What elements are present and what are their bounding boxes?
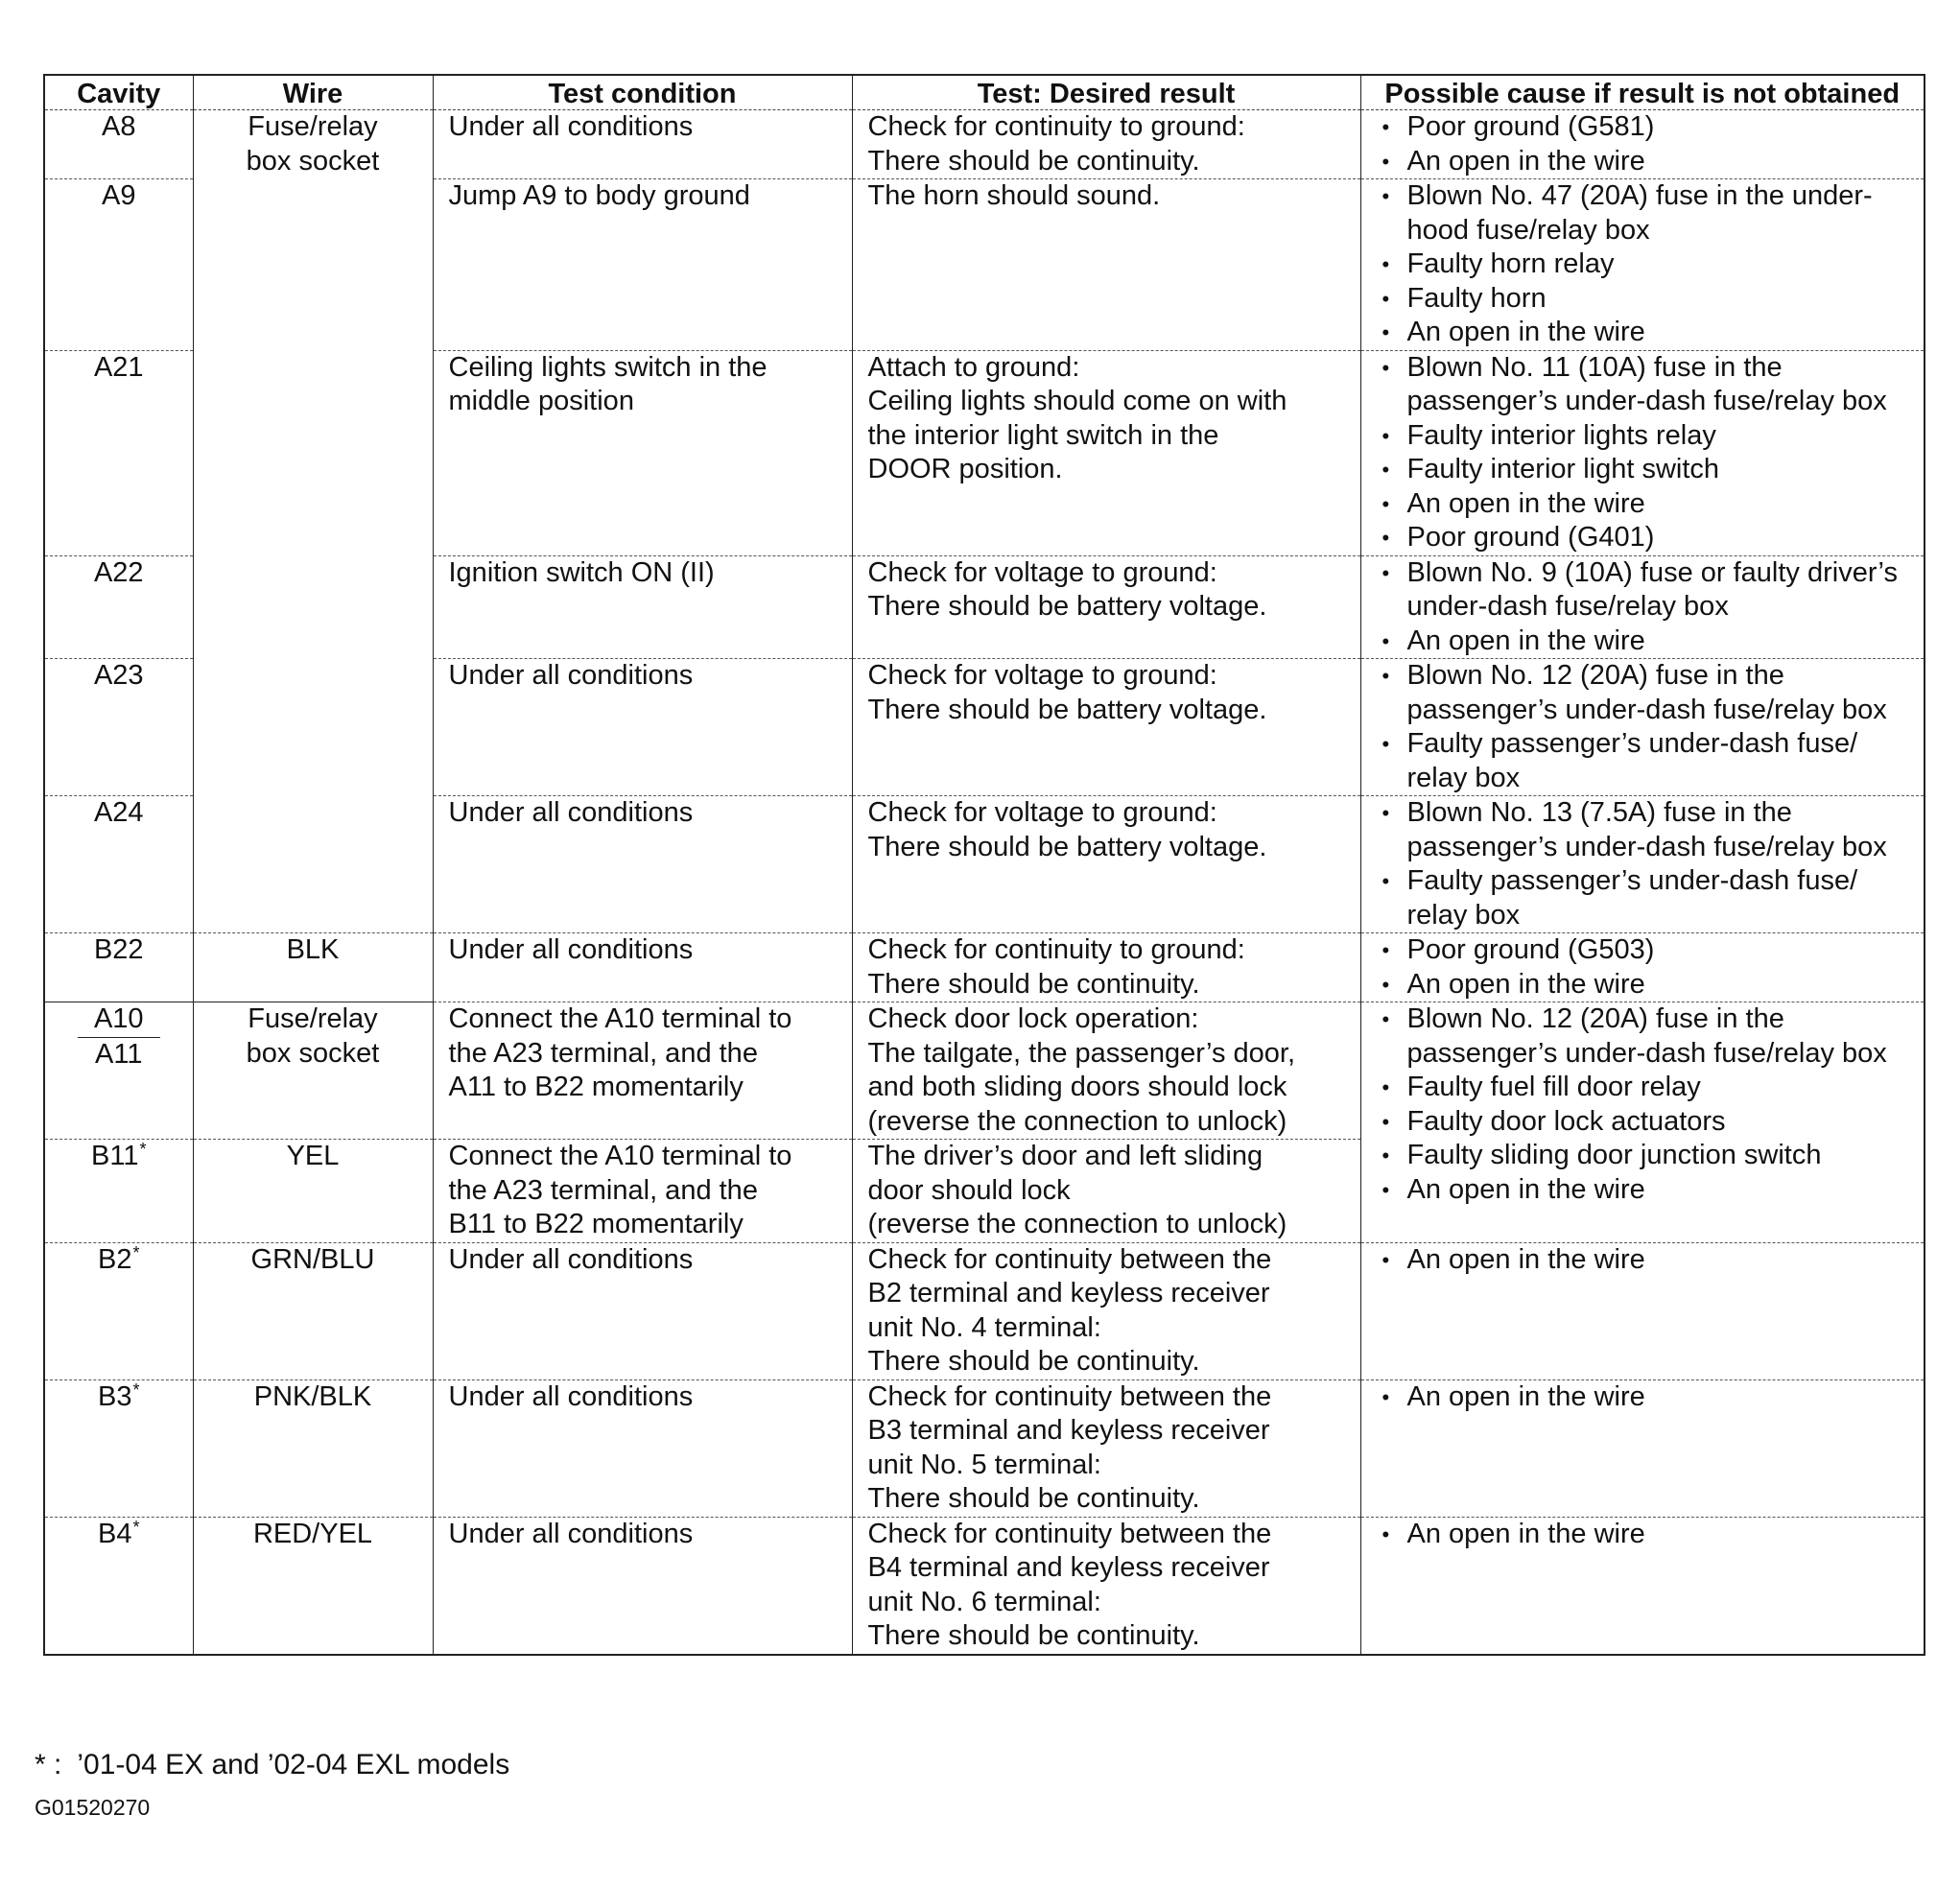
condition-cell: Under all conditions	[433, 110, 852, 179]
condition-cell: Under all conditions	[433, 1517, 852, 1655]
cavity-label: A9	[102, 180, 136, 211]
wire-cell	[193, 1002, 433, 1140]
cause-cell	[1360, 1517, 1925, 1655]
cavity-label: A11	[95, 1038, 143, 1070]
header-row	[44, 75, 1925, 110]
cause-list	[1377, 556, 1917, 659]
asterisk-mark: *	[132, 1517, 140, 1537]
result-cell: Check for voltage to ground: There should be battery voltage.	[852, 659, 1360, 796]
wire-label: Fuse/relay	[248, 1003, 378, 1034]
condition-cell: Under all conditions	[433, 1242, 852, 1379]
cause-cell	[1360, 1002, 1925, 1243]
footnote-text: ’01-04 EX and ’02-04 EXL models	[77, 1749, 510, 1780]
cavity-label: B11	[91, 1141, 139, 1171]
result-cell: Check for continuity between the B3 terminal and keyless receiver unit No. 5 terminal: There should be continuity.	[852, 1379, 1360, 1517]
header-possible-cause: Possible cause if result is not obtained	[1360, 75, 1925, 110]
wire-label: RED/YEL	[252, 1518, 373, 1549]
header-desired-result: Test: Desired result	[852, 75, 1360, 110]
cavity-cell	[44, 659, 193, 796]
footnote-mark: * :	[35, 1749, 62, 1780]
cause-item: • An open in the wire	[1377, 487, 1917, 522]
cause-cell	[1360, 659, 1925, 796]
asterisk-mark: *	[132, 1242, 140, 1262]
cause-item: • Blown No. 9 (10A) fuse or faulty driver’s under-dash fuse/relay box	[1377, 556, 1917, 625]
condition-cell: Connect the A10 terminal to the A23 terminal, and the B11 to B22 momentarily	[433, 1140, 852, 1243]
cause-cell	[1360, 1242, 1925, 1379]
header-test-condition: Test condition	[433, 75, 852, 110]
cause-list	[1377, 796, 1917, 932]
condition-cell: Ceiling lights switch in the middle position	[433, 350, 852, 555]
wire-cell	[193, 1379, 433, 1517]
cavity-cell	[44, 1140, 193, 1243]
result-cell: Check for continuity between the B2 terminal and keyless receiver unit No. 4 terminal: There should be continuity.	[852, 1242, 1360, 1379]
cause-item: • An open in the wire	[1377, 968, 1917, 1002]
result-cell: Check for voltage to ground: There should be battery voltage.	[852, 555, 1360, 659]
cause-item: • Faulty passenger’s under-dash fuse/ relay box	[1377, 727, 1917, 795]
cause-item: • Faulty passenger’s under-dash fuse/ relay box	[1377, 864, 1917, 932]
result-cell: Check for continuity between the B4 terminal and keyless receiver unit No. 6 terminal: There should be continuity.	[852, 1517, 1360, 1655]
cause-list	[1377, 351, 1917, 555]
cause-cell	[1360, 110, 1925, 179]
cavity-cell	[44, 555, 193, 659]
cause-item: • Poor ground (G581)	[1377, 110, 1917, 145]
wire-label: BLK	[286, 934, 340, 965]
cavity-cell	[44, 933, 193, 1002]
wire-label: YEL	[286, 1141, 340, 1171]
cavity-label: B3	[98, 1380, 132, 1412]
cause-item: • An open in the wire	[1377, 625, 1917, 659]
cause-list	[1377, 110, 1917, 178]
cause-item: • Faulty door lock actuators	[1377, 1105, 1917, 1140]
cavity-cell	[44, 110, 193, 179]
cause-cell	[1360, 796, 1925, 933]
wire-cell	[193, 1517, 433, 1655]
cause-item: • Faulty fuel fill door relay	[1377, 1071, 1917, 1105]
cause-item: • Faulty interior light switch	[1377, 453, 1917, 487]
cause-item: • Faulty sliding door junction switch	[1377, 1139, 1917, 1173]
cavity-cell	[44, 1517, 193, 1655]
table-row	[44, 1002, 1925, 1140]
cause-item: • An open in the wire	[1377, 1380, 1917, 1415]
wire-cell	[193, 1140, 433, 1243]
cause-item: • Blown No. 12 (20A) fuse in the passenger’s under-dash fuse/relay box	[1377, 659, 1917, 727]
cavity-label: A10	[78, 1002, 160, 1038]
cause-item: • Faulty horn	[1377, 282, 1917, 317]
cause-item: • An open in the wire	[1377, 145, 1917, 179]
cavity-cell	[44, 1379, 193, 1517]
condition-cell: Under all conditions	[433, 796, 852, 933]
wire-cell	[193, 933, 433, 1002]
result-cell: Attach to ground: Ceiling lights should come on with the interior light switch in the DOOR position.	[852, 350, 1360, 555]
wire-label: box socket	[246, 145, 380, 177]
result-cell: Check for continuity to ground: There should be continuity.	[852, 933, 1360, 1002]
cavity-cell	[44, 1002, 193, 1140]
cavity-label: A23	[93, 660, 144, 691]
header-cavity: Cavity	[44, 75, 193, 110]
cause-item: • Blown No. 12 (20A) fuse in the passenger’s under-dash fuse/relay box	[1377, 1002, 1917, 1071]
diagnostic-table	[43, 74, 1925, 1656]
table-row	[44, 110, 1925, 179]
cavity-cell	[44, 179, 193, 351]
cavity-label: A22	[93, 556, 144, 588]
table-row	[44, 933, 1925, 1002]
cause-cell	[1360, 350, 1925, 555]
cause-list	[1377, 1243, 1917, 1278]
cause-item: • Poor ground (G401)	[1377, 521, 1917, 555]
wire-cell	[193, 1242, 433, 1379]
cause-item: • Blown No. 11 (10A) fuse in the passenger’s under-dash fuse/relay box	[1377, 351, 1917, 419]
condition-cell: Connect the A10 terminal to the A23 terminal, and the A11 to B22 momentarily	[433, 1002, 852, 1140]
wire-label: PNK/BLK	[253, 1380, 372, 1412]
footnote	[35, 1748, 509, 1782]
cause-item: • An open in the wire	[1377, 1173, 1917, 1208]
result-cell: Check for continuity to ground: There should be continuity.	[852, 110, 1360, 179]
cavity-cell	[44, 796, 193, 933]
wire-label: GRN/BLU	[250, 1243, 375, 1275]
condition-cell: Under all conditions	[433, 659, 852, 796]
cause-cell	[1360, 933, 1925, 1002]
wire-label: Fuse/relay	[248, 111, 378, 142]
figure-code: G01520270	[35, 1795, 151, 1820]
result-cell: Check for voltage to ground: There should be battery voltage.	[852, 796, 1360, 933]
condition-cell: Jump A9 to body ground	[433, 179, 852, 351]
cavity-cell	[44, 350, 193, 555]
cause-item: • Blown No. 13 (7.5A) fuse in the passenger’s under-dash fuse/relay box	[1377, 796, 1917, 864]
cause-list	[1377, 659, 1917, 795]
cause-cell	[1360, 1379, 1925, 1517]
cavity-label: A21	[93, 351, 144, 383]
cavity-cell	[44, 1242, 193, 1379]
cavity-label: A24	[93, 797, 144, 828]
cause-list	[1377, 1518, 1917, 1552]
header-wire: Wire	[193, 75, 433, 110]
condition-cell: Under all conditions	[433, 933, 852, 1002]
cause-item: • An open in the wire	[1377, 316, 1917, 350]
cause-list	[1377, 933, 1917, 1002]
cause-list	[1377, 179, 1917, 350]
condition-cell: Under all conditions	[433, 1379, 852, 1517]
cavity-label: B22	[93, 934, 144, 965]
cause-list	[1377, 1380, 1917, 1415]
cause-list	[1377, 1002, 1917, 1207]
result-cell: The horn should sound.	[852, 179, 1360, 351]
asterisk-mark: *	[139, 1140, 147, 1159]
cavity-label: B2	[98, 1243, 132, 1275]
table-row	[44, 1517, 1925, 1655]
cause-cell	[1360, 179, 1925, 351]
condition-cell: Ignition switch ON (II)	[433, 555, 852, 659]
cause-item: • Faulty interior lights relay	[1377, 419, 1917, 454]
cause-item: • An open in the wire	[1377, 1518, 1917, 1552]
cause-item: • Blown No. 47 (20A) fuse in the under-hood fuse/relay box	[1377, 179, 1917, 248]
wire-cell	[193, 110, 433, 933]
result-cell: The driver’s door and left sliding door should lock (reverse the connection to unlock)	[852, 1140, 1360, 1243]
cause-cell	[1360, 555, 1925, 659]
asterisk-mark: *	[132, 1379, 140, 1400]
cavity-label: A8	[102, 111, 136, 142]
cause-item: • Poor ground (G503)	[1377, 933, 1917, 968]
cavity-label: B4	[98, 1518, 132, 1549]
table-row	[44, 1242, 1925, 1379]
wire-label: box socket	[246, 1037, 380, 1069]
result-cell: Check door lock operation: The tailgate, the passenger’s door, and both sliding doors should lock (reverse the connection to unlock)	[852, 1002, 1360, 1140]
cause-item: • An open in the wire	[1377, 1243, 1917, 1278]
cause-item: • Faulty horn relay	[1377, 248, 1917, 282]
table-row	[44, 1379, 1925, 1517]
